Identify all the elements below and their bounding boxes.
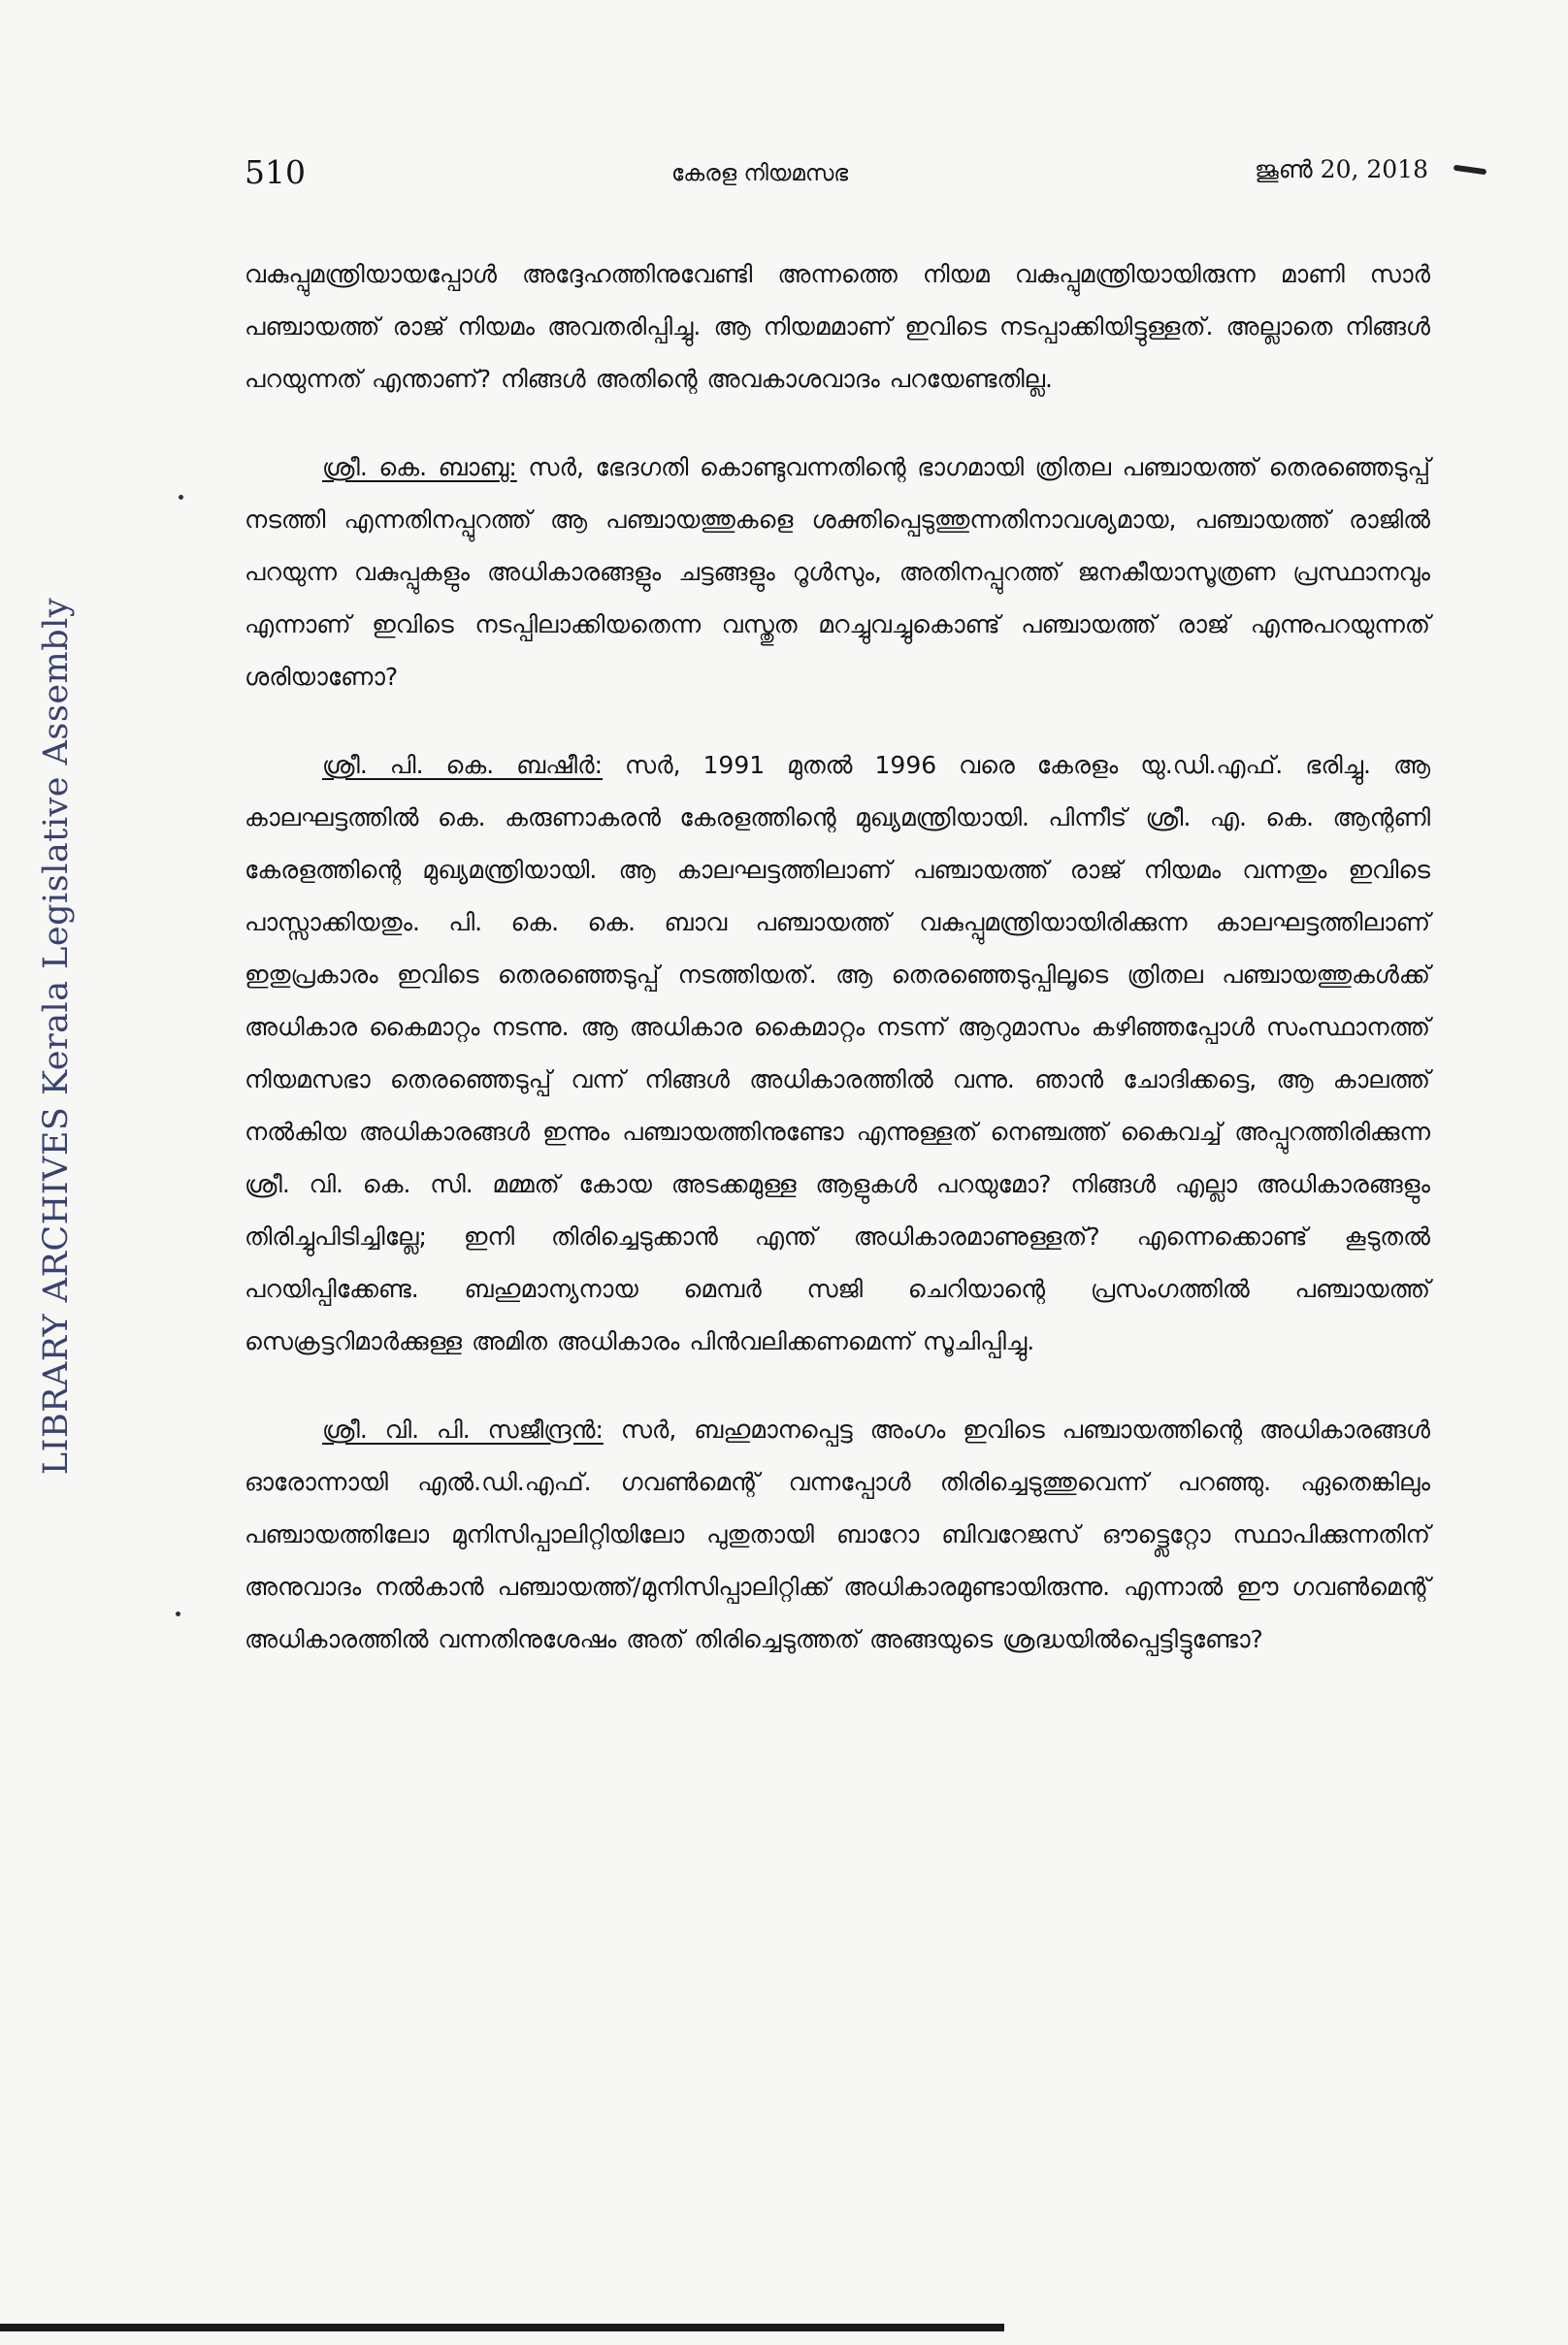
speaker-name: ശ്രീ. പി. കെ. ബഷീർ: (322, 751, 604, 779)
page-header (245, 146, 1428, 204)
paragraph-babu (245, 441, 1430, 703)
scan-mark (1454, 165, 1487, 176)
paragraph-text: സർ, ഭേദഗതി കൊണ്ടുവന്നതിന്റെ ഭാഗമായി ത്രിതല പഞ്ചായത്ത് തെരഞ്ഞെടുപ്പ് നടത്തി എന്നതിനപ്പുറത്ത് ആ പഞ്ചായത്തുകളെ ശക്തിപ്പെടുത്തുന്നതിനാവശ്യമായ, പഞ്ചായത്ത് രാജിൽ പറയുന്ന വകുപ്പുകളും അധികാരങ്ങളും ചട്ടങ്ങളും റൂൾസും, അതിനപ്പുറത്ത് ജനകീയാസൂത്രണ പ്രസ്ഥാനവും എന്നാണ് ഇവിടെ നടപ്പിലാക്കിയതെന്ന വസ്തുത മറച്ചുവച്ചുകൊണ്ട് പഞ്ചായത്ത് രാജ് എന്നുപറയുന്നത് ശരിയാണോ? (245, 453, 1431, 691)
scan-bottom-edge (0, 2324, 1004, 2331)
scan-speck (179, 495, 183, 500)
page-date: ജൂൺ 20, 2018 (1254, 155, 1428, 183)
archive-watermark: LIBRARY ARCHIVES Kerala Legislative Assembly (37, 597, 76, 1476)
running-head: കേരള നിയമസഭ (671, 161, 849, 186)
paragraph-continuation (245, 248, 1430, 406)
page-number: 510 (245, 153, 306, 191)
scan-speck (176, 1612, 180, 1616)
speaker-name: ശ്രീ. വി. പി. സജീന്ദ്രൻ: (322, 1416, 604, 1444)
speaker-name: ശ്രീ. കെ. ബാബു: (322, 453, 517, 481)
paragraph-text: സർ, ബഹുമാനപ്പെട്ട അംഗം ഇവിടെ പഞ്ചായത്തിന്റെ അധികാരങ്ങൾ ഓരോന്നായി എൽ.ഡി.എഫ്. ഗവൺമെന്റ് വന്നപ്പോൾ തിരിച്ചെടുത്തുവെന്ന് പറഞ്ഞു. ഏതെങ്കിലും പഞ്ചായത്തിലോ മുനിസിപ്പാലിറ്റിയിലോ പുതുതായി ബാറോ ബിവറേജസ് ഔട്ട്ലെറ്റോ സ്ഥാപിക്കുന്നതിന് അനുവാദം നൽകാൻ പഞ്ചായത്ത്/മുനിസിപ്പാലിറ്റിക്ക് അധികാരമുണ്ടായിരുന്നു. എന്നാൽ ഈ ഗവൺമെന്റ് അധികാരത്തിൽ വന്നതിനുശേഷം അത് തിരിച്ചെടുത്തത് അങ്ങയുടെ ശ്രദ്ധയിൽപ്പെട്ടിട്ടുണ്ടോ? (245, 1416, 1430, 1653)
paragraph-text: വകുപ്പുമന്ത്രിയായപ്പോൾ അദ്ദേഹത്തിനുവേണ്ടി അന്നത്തെ നിയമ വകുപ്പുമന്ത്രിയായിരുന്ന മാണി സാർ പഞ്ചായത്ത് രാജ് നിയമം അവതരിപ്പിച്ചു. ആ നിയമമാണ് ഇവിടെ നടപ്പാക്കിയിട്ടുള്ളത്. അല്ലാതെ നിങ്ങൾ പറയുന്നത് എന്താണ്? നിങ്ങൾ അതിന്റെ അവകാശവാദം പറയേണ്ടതില്ല. (245, 260, 1430, 393)
paragraph-text: സർ, 1991 മുതൽ 1996 വരെ കേരളം യു.ഡി.എഫ്. ഭരിച്ചു. ആ കാലഘട്ടത്തിൽ കെ. കരുണാകരൻ കേരളത്തിന്റെ മുഖ്യമന്ത്രിയായി. പിന്നീട് ശ്രീ. എ. കെ. ആന്റണി കേരളത്തിന്റെ മുഖ്യമന്ത്രിയായി. ആ കാലഘട്ടത്തിലാണ് പഞ്ചായത്ത് രാജ് നിയമം വന്നതും ഇവിടെ പാസ്സാക്കിയതും. പി. കെ. കെ. ബാവ പഞ്ചായത്ത് വകുപ്പുമന്ത്രിയായിരിക്കുന്ന കാലഘട്ടത്തിലാണ് ഇതുപ്രകാരം ഇവിടെ തെരഞ്ഞെടുപ്പ് നടത്തിയത്. ആ തെരഞ്ഞെടുപ്പിലൂടെ ത്രിതല പഞ്ചായത്തുകൾക്ക് അധികാര കൈമാറ്റം നടന്നു. ആ അധികാര കൈമാറ്റം നടന്ന് ആറുമാസം കഴിഞ്ഞപ്പോൾ സംസ്ഥാനത്ത് നിയമസഭാ തെരഞ്ഞെടുപ്പ് വന്ന് നിങ്ങൾ അധികാരത്തിൽ വന്നു. ഞാൻ ചോദിക്കട്ടെ, ആ കാലത്ത് നൽകിയ അധികാരങ്ങൾ ഇന്നും പഞ്ചായത്തിനുണ്ടോ എന്നുള്ളത് നെഞ്ചത്ത് കൈവച്ച് അപ്പുറത്തിരിക്കുന്ന ശ്രീ. വി. കെ. സി. മമ്മത് കോയ അടക്കമുള്ള ആളുകൾ പറയുമോ? നിങ്ങൾ എല്ലാ അധികാരങ്ങളും തിരിച്ചുപിടിച്ചില്ലേ; ഇനി തിരിച്ചെടുക്കാൻ എന്ത് അധികാരമാണുള്ളത്? എന്നെക്കൊണ്ട് കൂടുതൽ പറയിപ്പിക്കേണ്ട. ബഹുമാന്യനായ മെമ്പർ സജി ചെറിയാന്റെ പ്രസംഗത്തിൽ പഞ്ചായത്ത് സെക്രട്ടറിമാർക്കുള്ള അമിത അധികാരം പിൻവലിക്കണമെന്ന് സൂചിപ്പിച്ചു. (245, 751, 1431, 1355)
paragraph-basheer (245, 739, 1430, 1368)
document-body (245, 248, 1430, 1702)
paragraph-sajeendran (245, 1404, 1430, 1666)
